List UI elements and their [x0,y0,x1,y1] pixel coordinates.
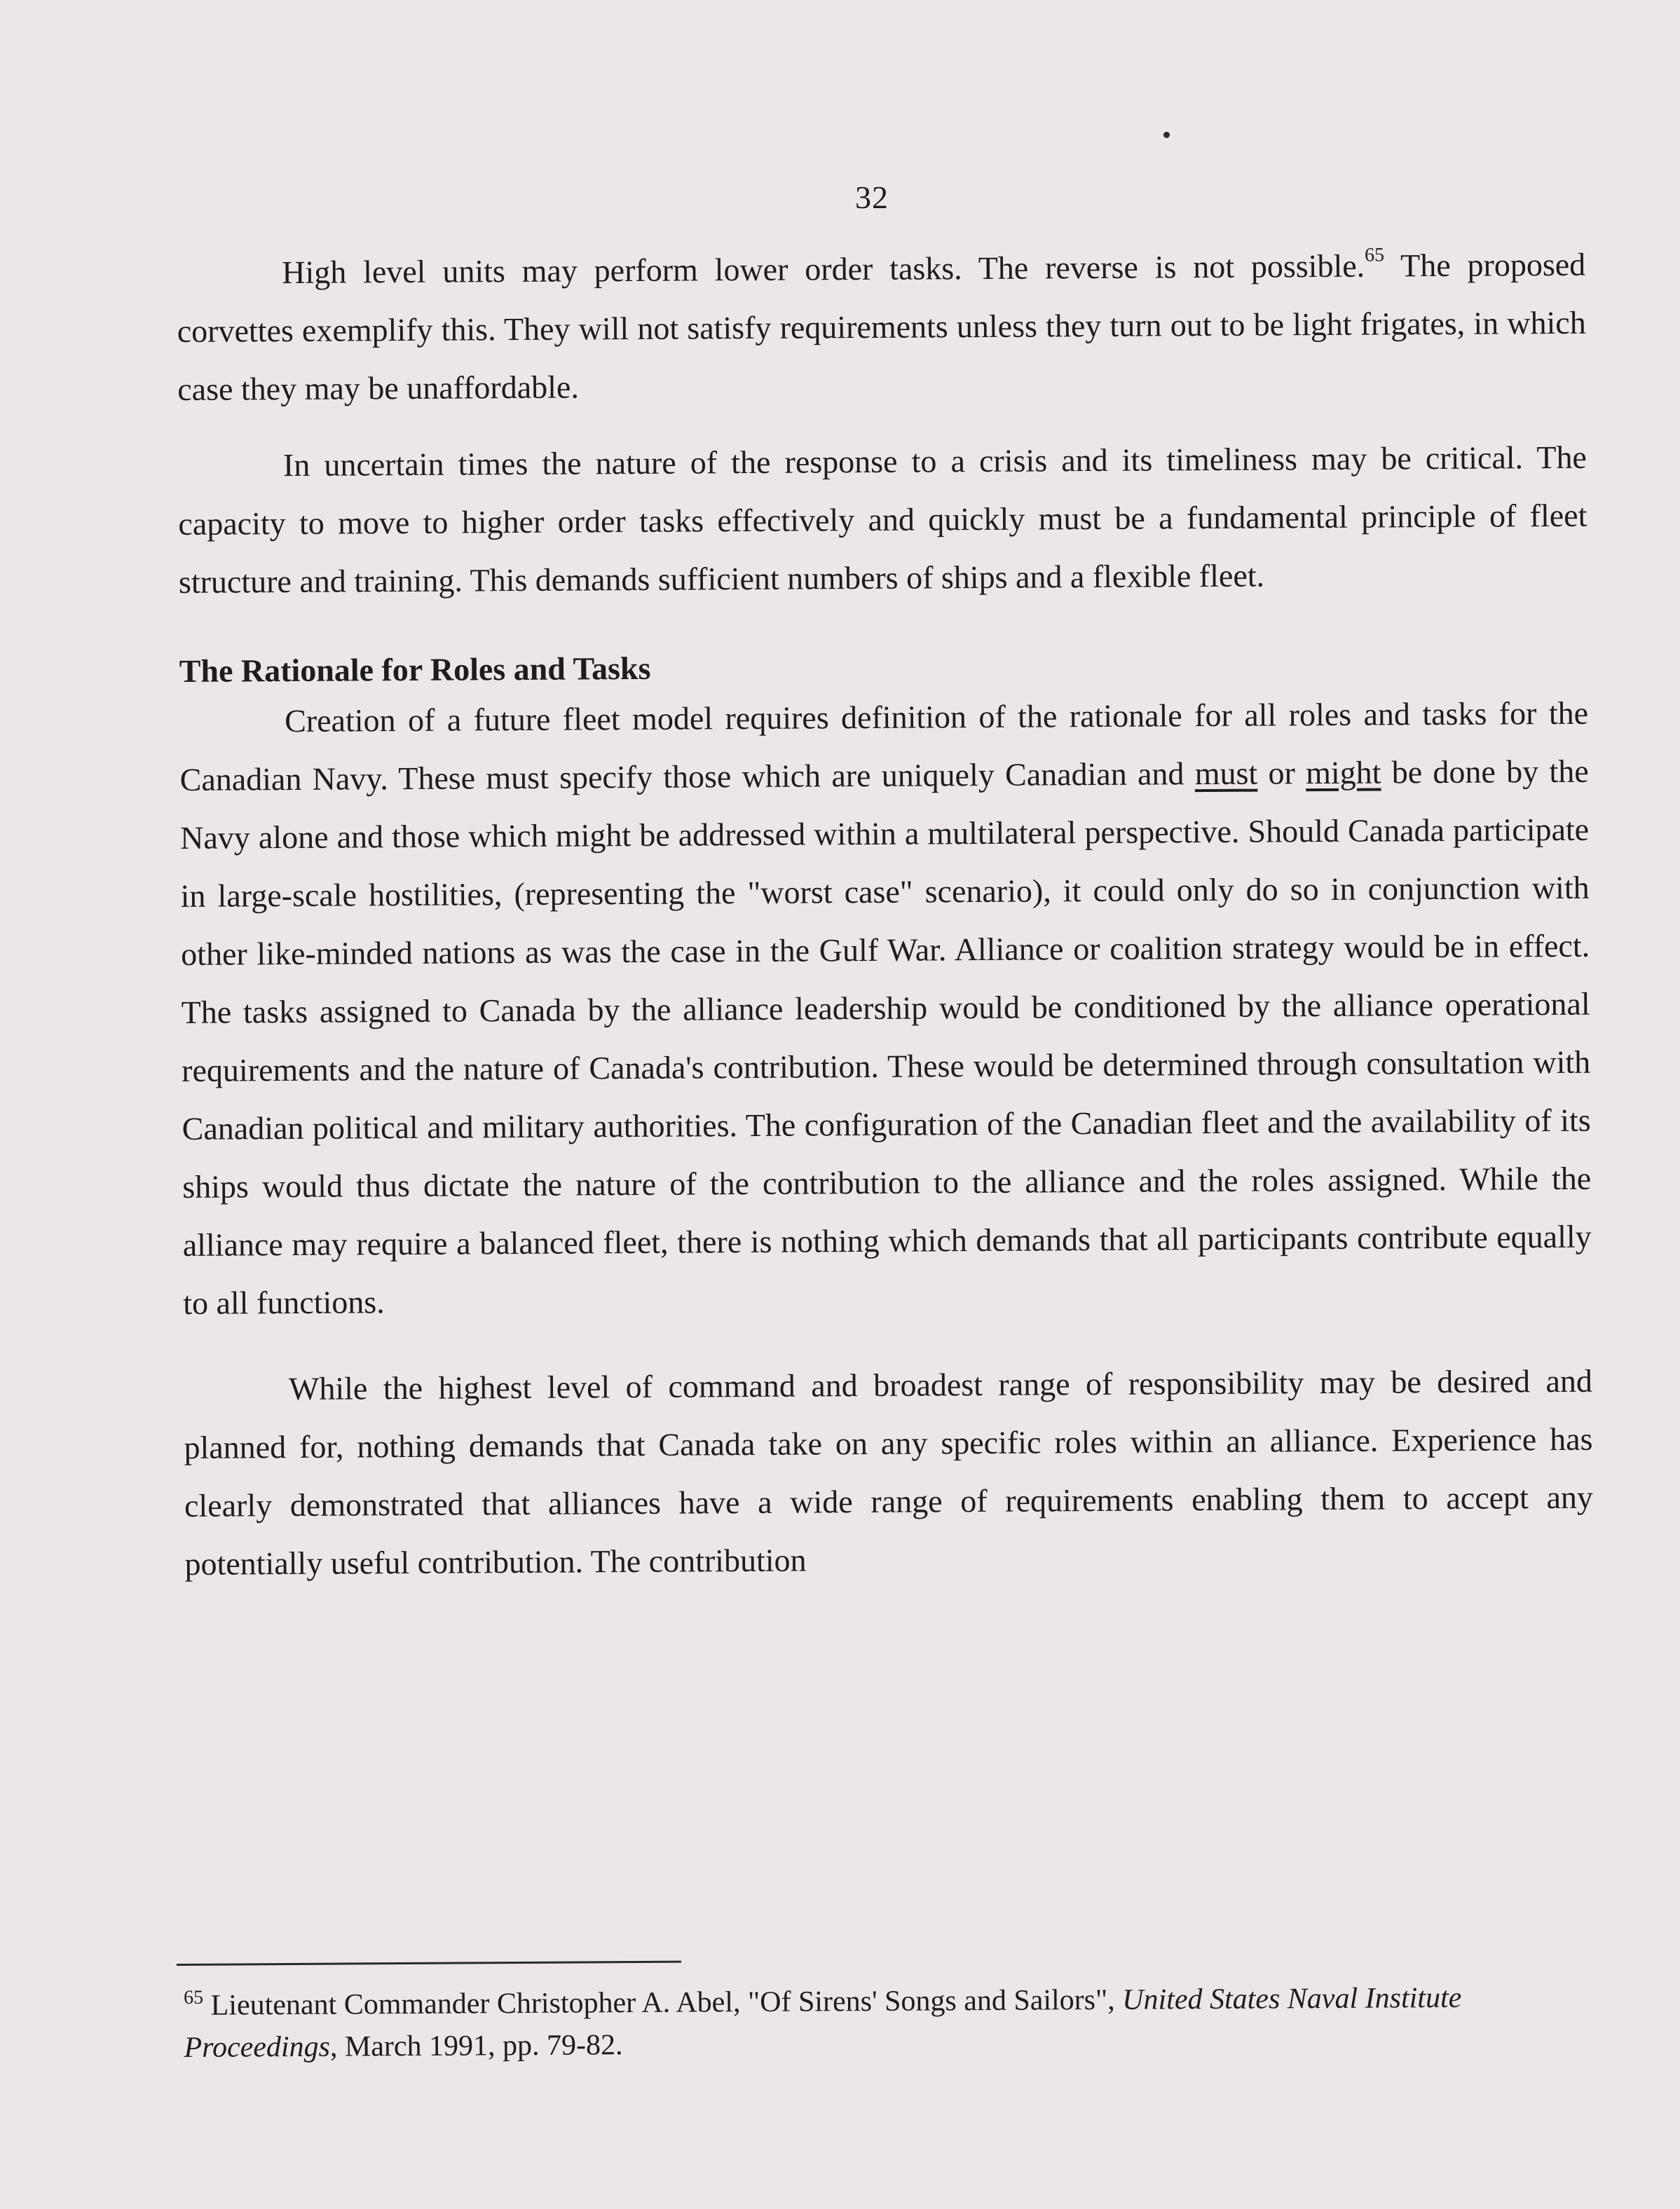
footnote-65 [184,1976,1558,2069]
page-number: 32 [855,179,889,215]
footnote-number: 65 [184,1986,204,2009]
paragraph-3-text-c: be done by the Navy alone and those which might be addressed within a multilateral perspective. Should Canada participate in large-scale hostilities, (representing the "worst case" scenario), it could only do so in conjunction with other like-minded nations as was the case in the Gulf War. Alliance or coalition strategy would be in effect. The tasks assigned to Canada by the alliance leadership would be conditioned by the alliance operational requirements and the nature of Canada's contribution. These would be determined through consultation with Canadian political and military authorities. The configuration of the Canadian fleet and the availability of its ships would thus dictate the nature of the contribution to the alliance and the roles assigned. While the alliance may require a balanced fleet, there is nothing which demands that all participants contribute equally to all functions. [180,753,1592,1321]
underlined-must: must [1194,755,1258,792]
footnote-journal-title: United States Naval Institute Proceedings [184,1981,1462,2064]
ink-speck [1163,132,1170,138]
footnote-citation-details: , March 1991, pp. 79-82. [329,2029,623,2063]
body-text [177,235,1594,1593]
footnote-reference-65[interactable]: 65 [1365,244,1385,266]
paragraph-1 [177,235,1586,418]
footnote-text: Lieutenant Commander Christopher A. Abel, "Of Sirens' Songs and Sailors", [203,1983,1123,2022]
paragraph-3-text-b: or [1257,755,1306,791]
section-heading: The Rationale for Roles and Tasks [179,650,651,689]
paragraph-3-text-a: Creation of a future fleet model requires definition of the rationale for all roles and tasks for the Canadian Navy. These must specify those which are uniquely Canadian and [179,695,1589,798]
paragraph-1-text: High level units may perform lower order tasks. The reverse is not possible. [282,247,1365,291]
paragraph-3 [179,684,1592,1332]
underlined-might: might [1305,754,1381,791]
paragraph-4: While the highest level of command and broadest range of responsibility may be desired and planned for, nothing demands that Canada take on any specific roles within an alliance. Experience has clearly demonstrated that alliances have a wide range of requirements enabling them to accept any potentially useful contribution. The contribution [184,1362,1594,1582]
paragraph-1-text-continued: The proposed corvettes exemplify this. They will not satisfy requirements unless they turn out to be light frigates, in which case they may be unaffordable. [177,246,1586,407]
paragraph-2: In uncertain times the nature of the response to a crisis and its timeliness may be critical. The capacity to move to higher order tasks effectively and quickly must be a fundamental principle of fleet structure and training. This demands sufficient numbers of ships and a flexible fleet. [178,439,1587,600]
